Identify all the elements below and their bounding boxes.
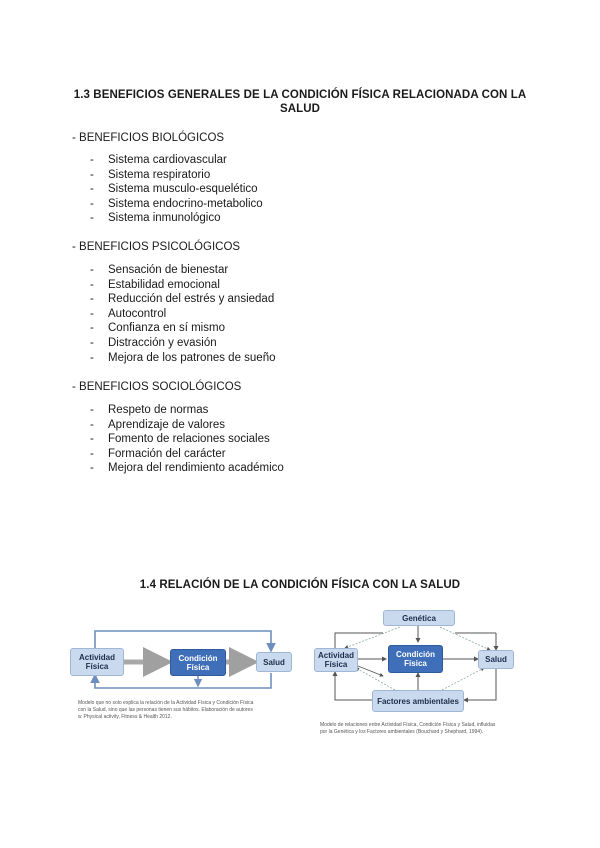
list-item: - Confianza en sí mismo bbox=[90, 322, 225, 335]
list-item: - Sistema inmunológico bbox=[90, 212, 221, 225]
heading-sociologicos: - BENEFICIOS SOCIOLÓGICOS bbox=[72, 381, 242, 393]
list-item: - Respeto de normas bbox=[90, 404, 209, 416]
diagram1-actividad-fisica: Actividad Física bbox=[70, 648, 124, 676]
section-14-title: 1.4 RELACIÓN DE LA CONDICIÓN FÍSICA CON LA SALUD bbox=[139, 579, 461, 591]
list-item: - Mejora de los patrones de sueño bbox=[90, 351, 276, 364]
list-item: - Reducción del estrés y ansiedad bbox=[90, 293, 275, 306]
diagram2-genetica: Genética bbox=[383, 610, 455, 626]
heading-psicologicos: - BENEFICIOS PSICOLÓGICOS bbox=[72, 241, 241, 253]
diagram1-condicion-fisica: Condición Física bbox=[170, 649, 226, 676]
list-item: - Sistema musculo-esquelético bbox=[90, 183, 258, 196]
diagram2-caption: Modelo de relaciones entre Actividad Física, Condición Física y Salud, influidas por la Genética y los Factores ambientales (Bouchard y Shephard, 1994). bbox=[320, 722, 496, 735]
list-item: - Autocontrol bbox=[90, 307, 167, 320]
list-item: - Sistema cardiovascular bbox=[90, 154, 227, 166]
list-item: - Sistema respiratorio bbox=[90, 168, 211, 181]
list-item: - Mejora del rendimiento académico bbox=[90, 462, 284, 475]
diagram2-condicion-fisica: Condición Física bbox=[388, 645, 443, 673]
diagram1-salud: Salud bbox=[256, 652, 292, 672]
list-item: - Distracción y evasión bbox=[90, 336, 217, 349]
section-13-title-line1: 1.3 BENEFICIOS GENERALES DE LA CONDICIÓN FÍSICA RELACIONADA CON LA bbox=[73, 89, 527, 101]
diagram2-salud: Salud bbox=[478, 650, 514, 669]
diagram1-caption: Modelo que no solo explica la relación de la Actividad Física y Condición Física con la Salud, sino que las personas tienen sus hábitos. Elaboración de autores a: Physical activity, Fitness & Health 2012. bbox=[78, 700, 254, 720]
heading-biologicos: - BENEFICIOS BIOLÓGICOS bbox=[72, 132, 225, 144]
list-item: - Estabilidad emocional bbox=[90, 278, 220, 291]
list-item: - Formación del carácter bbox=[90, 447, 226, 460]
list-item: - Sistema endocrino-metabolico bbox=[90, 197, 263, 210]
list-item: - Aprendizaje de valores bbox=[90, 418, 225, 431]
diagram2-actividad-fisica: Actividad Física bbox=[314, 648, 358, 672]
list-item: - Fomento de relaciones sociales bbox=[90, 433, 270, 446]
diagram2-factores-ambientales: Factores ambientales bbox=[372, 690, 464, 712]
section-13-title-line2: SALUD bbox=[279, 103, 321, 115]
list-item: - Sensación de bienestar bbox=[90, 264, 229, 276]
